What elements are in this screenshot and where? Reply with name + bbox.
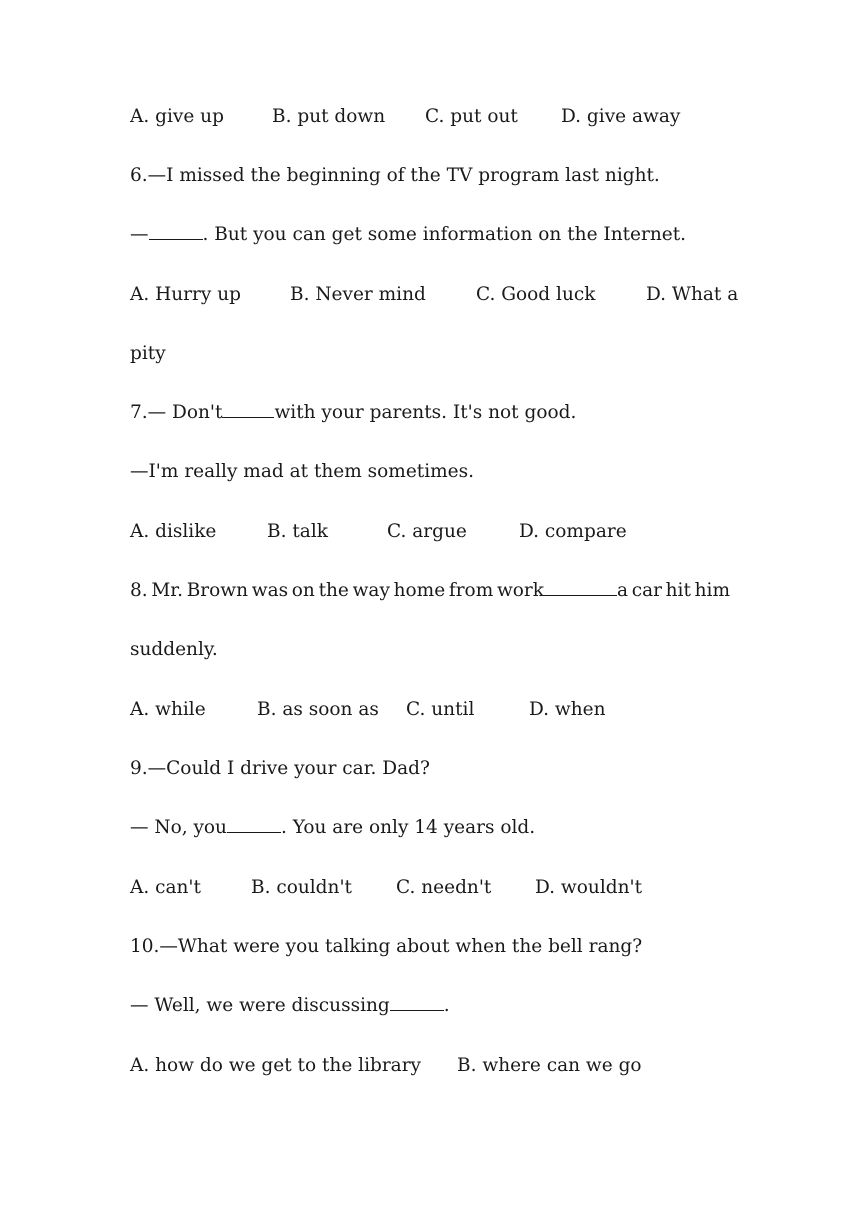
q8-stem (130, 579, 730, 603)
q10-reply-start: — Well, we were discussing (130, 995, 390, 1016)
q10-stem: 10.—What were you talking about when the bell rang? (130, 936, 643, 957)
q8-word: a (616, 580, 628, 601)
q7-option-d: D. compare (519, 521, 627, 542)
q6-reply (130, 223, 730, 247)
q5-option-c: C. put out (425, 106, 518, 127)
q10-reply-end: . (443, 995, 450, 1016)
q8-word: 8. (130, 580, 148, 601)
q8-option-a: A. while (130, 699, 206, 720)
q7-option-b: B. talk (267, 521, 328, 542)
q7-stem-end: with your parents. It's not good. (274, 402, 577, 423)
q8-option-d: D. when (529, 699, 606, 720)
q7-stem (130, 401, 730, 425)
q9-option-d: D. wouldn't (535, 877, 643, 898)
q9-option-a: A. can't (130, 877, 201, 898)
q5-option-a: A. give up (130, 106, 224, 127)
q8-blank (544, 579, 617, 596)
q8-word: was (251, 580, 289, 601)
q5-option-b: B. put down (272, 106, 386, 127)
q8-word: the (318, 580, 349, 601)
q10-reply (130, 994, 730, 1018)
q7-blank (222, 401, 274, 418)
q9-reply-start: — No, you (130, 817, 227, 838)
q6-blank (149, 223, 203, 240)
q6-option-d-wrap: pity (130, 343, 166, 364)
q9-reply-end: . You are only 14 years old. (280, 817, 536, 838)
q6-reply-rest: . But you can get some information on the Internet. (202, 224, 687, 245)
q6-option-b: B. Never mind (290, 284, 426, 305)
q8-word: from (448, 580, 494, 601)
q6-option-a: A. Hurry up (130, 284, 241, 305)
q8-word: work (496, 580, 544, 601)
q8-word: home (393, 580, 446, 601)
q9-option-b: B. couldn't (251, 877, 352, 898)
q9-stem: 9.—Could I drive your car. Dad? (130, 758, 430, 779)
q5-option-d: D. give away (561, 106, 681, 127)
q7-option-a: A. dislike (130, 521, 217, 542)
q8-word: Brown (186, 580, 249, 601)
q9-reply (130, 816, 730, 840)
q8-option-b: B. as soon as (257, 699, 379, 720)
q6-option-c: C. Good luck (476, 284, 596, 305)
q8-word: Mr. (151, 580, 183, 601)
q8-stem-wrap: suddenly. (130, 639, 218, 660)
q8-word: way (352, 580, 390, 601)
q6-reply-dash: — (130, 224, 149, 245)
q8-word-with-blank (497, 579, 628, 603)
q10-option-a: A. how do we get to the library (130, 1055, 421, 1076)
q8-option-c: C. until (406, 699, 475, 720)
q6-option-d: D. What a (646, 284, 739, 305)
q10-blank (390, 994, 444, 1011)
q9-blank (227, 816, 281, 833)
q10-option-b: B. where can we go (457, 1055, 642, 1076)
q9-option-c: C. needn't (396, 877, 492, 898)
q8-word: on (291, 580, 315, 601)
q7-stem-start: 7.— Don't (130, 402, 223, 423)
q6-stem: 6.—I missed the beginning of the TV program last night. (130, 165, 660, 186)
q8-word: him (694, 580, 730, 601)
q8-word: hit (665, 580, 691, 601)
q7-reply: —I'm really mad at them sometimes. (130, 461, 475, 482)
q8-word: car (631, 580, 662, 601)
q7-option-c: C. argue (387, 521, 467, 542)
